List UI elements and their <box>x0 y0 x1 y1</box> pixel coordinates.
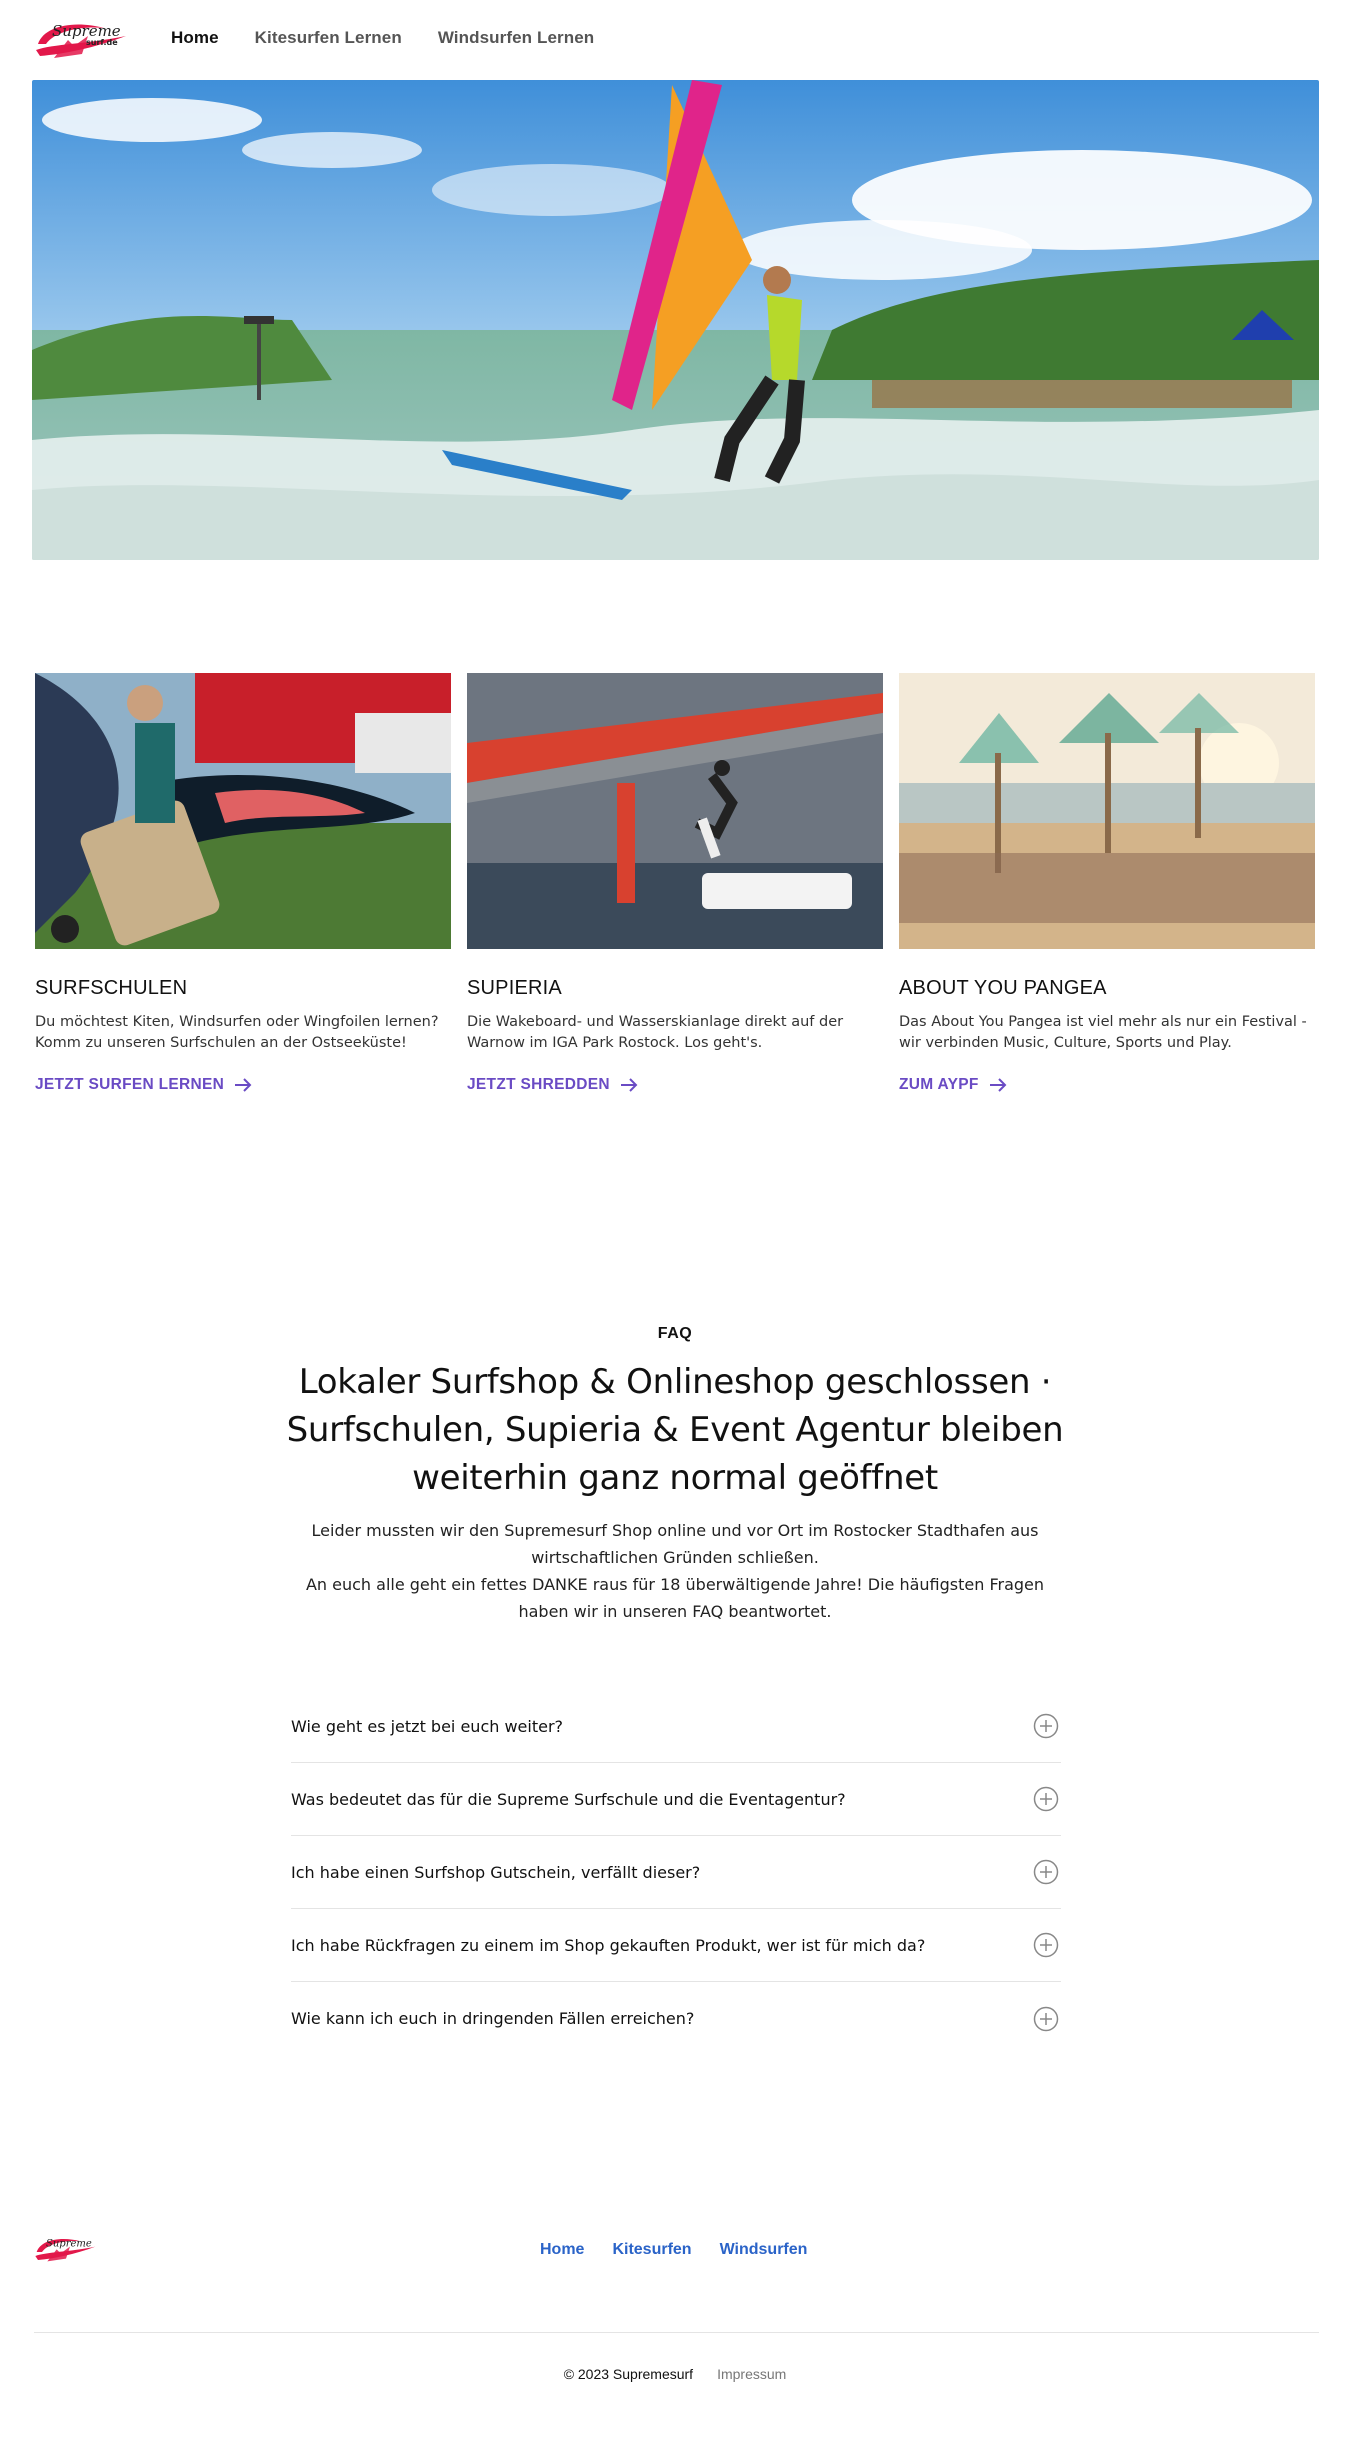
card-surfschulen <box>35 673 451 1094</box>
faq-intro-line-2: An euch alle geht ein fettes DANKE raus für 18 überwältigende Jahre! Die häufigsten Fragen haben wir in unseren FAQ beantwortet. <box>305 1575 1045 1621</box>
faq-item[interactable] <box>291 1836 1061 1909</box>
faq-item[interactable] <box>291 1982 1061 2055</box>
faq-intro-line-1: Leider mussten wir den Supremesurf Shop online und vor Ort im Rostocker Stadthafen aus wirtschaftlichen Gründen schließen. <box>311 1521 1039 1567</box>
cta-label: JETZT SHREDDEN <box>467 1076 610 1093</box>
faq-question: Ich habe einen Surfshop Gutschein, verfällt dieser? <box>291 1862 701 1882</box>
footer-link-home[interactable]: Home <box>540 2241 585 2258</box>
faq-item[interactable] <box>291 1909 1061 1982</box>
windsurfer-hero-image <box>32 80 1319 560</box>
cta-label: ZUM AYPF <box>899 1076 979 1093</box>
kitesurfer-with-board-photo <box>35 673 451 949</box>
hero-image <box>32 80 1319 560</box>
cta-label: JETZT SURFEN LERNEN <box>35 1076 225 1093</box>
svg-text:surf.de: surf.de <box>86 38 118 47</box>
main-nav <box>171 28 630 48</box>
plus-circle-icon <box>1033 2006 1059 2032</box>
nav-home[interactable]: Home <box>171 28 219 47</box>
wakeboarder-jump-photo <box>467 673 883 949</box>
faq-question: Wie kann ich euch in dringenden Fällen erreichen? <box>291 2009 695 2028</box>
plus-circle-icon <box>1033 1713 1059 1739</box>
faq-question: Ich habe Rückfragen zu einem im Shop gekauften Produkt, wer ist für mich da? <box>291 1935 926 1955</box>
card-text: Du möchtest Kiten, Windsurfen oder Wingfoilen lernen? Komm zu unseren Surfschulen an der Ostseeküste! <box>35 1014 439 1051</box>
faq-item[interactable] <box>291 1763 1061 1836</box>
footer-link-kitesurfen[interactable]: Kitesurfen <box>612 2241 692 2258</box>
arrow-right-icon <box>234 1078 252 1092</box>
card-about-you-pangea <box>899 673 1315 1094</box>
card-title: ABOUT YOU PANGEA <box>899 977 1107 999</box>
card-text: Die Wakeboard- und Wasserskianlage direkt auf der Warnow im IGA Park Rostock. Los geht's. <box>467 1014 844 1051</box>
copyright: © 2023 Supremesurf <box>563 2366 694 2382</box>
supremesurf-logo <box>34 2230 98 2266</box>
card-title: SUPIERIA <box>467 977 562 999</box>
footer-link-windsurfen[interactable]: Windsurfen <box>719 2241 808 2258</box>
jetzt-surfen-lernen-link[interactable] <box>35 1076 451 1094</box>
arrow-right-icon <box>989 1078 1007 1092</box>
card-title: SURFSCHULEN <box>35 977 188 999</box>
arrow-right-icon <box>620 1078 638 1092</box>
faq-question: Wie geht es jetzt bei euch weiter? <box>291 1716 564 1736</box>
faq-item[interactable] <box>291 1690 1061 1763</box>
plus-circle-icon <box>1033 1859 1059 1885</box>
plus-circle-icon <box>1033 1786 1059 1812</box>
supremesurf-logo <box>34 14 130 62</box>
plus-circle-icon <box>1033 1932 1059 1958</box>
footer-bottom <box>0 2366 1350 2382</box>
zum-aypf-link[interactable] <box>899 1076 1315 1094</box>
card-image <box>467 673 883 949</box>
site-logo[interactable] <box>34 14 130 62</box>
nav-kitesurfen-lernen[interactable]: Kitesurfen Lernen <box>254 28 402 47</box>
impressum-link[interactable]: Impressum <box>717 2366 787 2382</box>
nav-windsurfen-lernen[interactable]: Windsurfen Lernen <box>437 28 595 47</box>
card-text: Das About You Pangea ist viel mehr als nur ein Festival - wir verbinden Music, Culture, Sports und Play. <box>899 1014 1307 1051</box>
footer-logo[interactable] <box>34 2230 98 2266</box>
card-image <box>899 673 1315 949</box>
card-supieria <box>467 673 883 1094</box>
jetzt-shredden-link[interactable] <box>467 1076 883 1094</box>
faq-accordion <box>291 1690 1061 2055</box>
faq-intro <box>285 1517 1065 1625</box>
faq-kicker: FAQ <box>657 1325 693 1342</box>
card-image <box>35 673 451 949</box>
footer-divider <box>34 2332 1319 2333</box>
festival-beach-photo <box>899 673 1315 949</box>
svg-text:Supreme: Supreme <box>52 22 121 40</box>
svg-text:Supreme: Supreme <box>46 2238 92 2250</box>
faq-question: Was bedeutet das für die Supreme Surfschule und die Eventagentur? <box>291 1789 846 1809</box>
faq-title: Lokaler Surfshop & Onlineshop geschlossen · Surfschulen, Supieria & Event Agentur bleiben weiterhin ganz normal geöffnet <box>286 1362 1064 1498</box>
footer-nav <box>540 2241 835 2259</box>
site-header <box>0 0 1350 80</box>
